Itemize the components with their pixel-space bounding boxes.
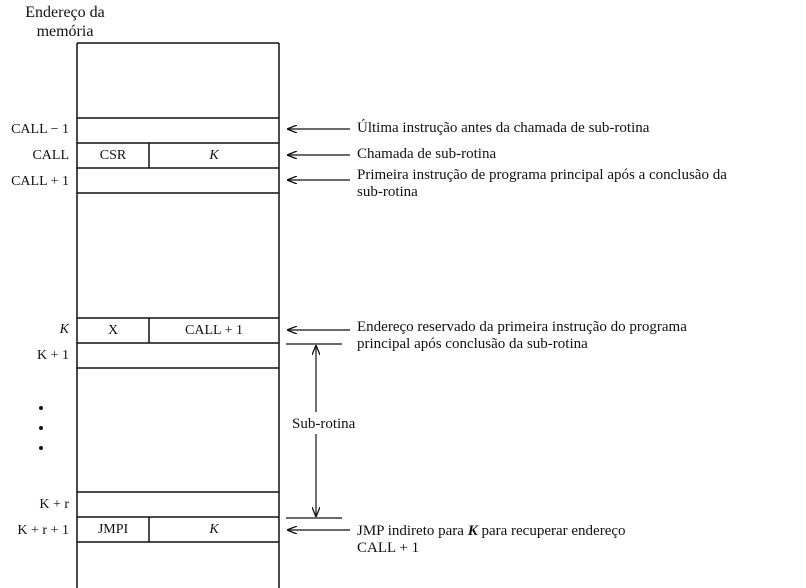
address-k-plus-r-plus-1: K + r + 1 — [17, 523, 69, 538]
address-call: CALL — [32, 148, 69, 163]
cell-jmpi-operand: K — [209, 522, 219, 537]
desc-first-instruction-line1: Primeira instrução de programa principal após a conclusão da — [357, 167, 727, 183]
desc-first-instruction-line2: sub-rotina — [357, 184, 418, 200]
column-header-line2: memória — [36, 23, 94, 40]
cell-csr-operand: K — [209, 148, 219, 163]
desc-subroutine-call: Chamada de sub-rotina — [357, 146, 497, 162]
address-call-minus-1: CALL − 1 — [11, 122, 69, 137]
desc-jmp-indirect-line2: CALL + 1 — [357, 540, 420, 556]
desc-reserved-address-line1: Endereço reservado da primeira instrução do programa — [357, 319, 687, 335]
address-k: K — [59, 322, 69, 337]
ellipsis-dot — [39, 446, 43, 450]
cell-k-return-address: CALL + 1 — [185, 323, 243, 338]
column-header-line1: Endereço da — [25, 4, 105, 21]
ellipsis-dot — [39, 406, 43, 410]
desc-jmp-indirect-line1: JMP indireto para K para recuperar endereço — [357, 523, 626, 539]
cell-k-x: X — [107, 323, 119, 338]
address-k-plus-r: K + r — [39, 497, 69, 512]
cell-csr-opcode: CSR — [99, 148, 127, 163]
address-k-plus-1: K + 1 — [36, 348, 69, 363]
subroutine-label: Sub-rotina — [292, 416, 356, 432]
address-call-plus-1: CALL + 1 — [11, 174, 69, 189]
ellipsis-dot — [39, 426, 43, 430]
desc-reserved-address-line2: principal após conclusão da sub-rotina — [357, 336, 588, 352]
cell-jmpi-opcode: JMPI — [97, 522, 129, 537]
desc-last-instruction: Última instrução antes da chamada de sub-rotina — [357, 120, 650, 136]
